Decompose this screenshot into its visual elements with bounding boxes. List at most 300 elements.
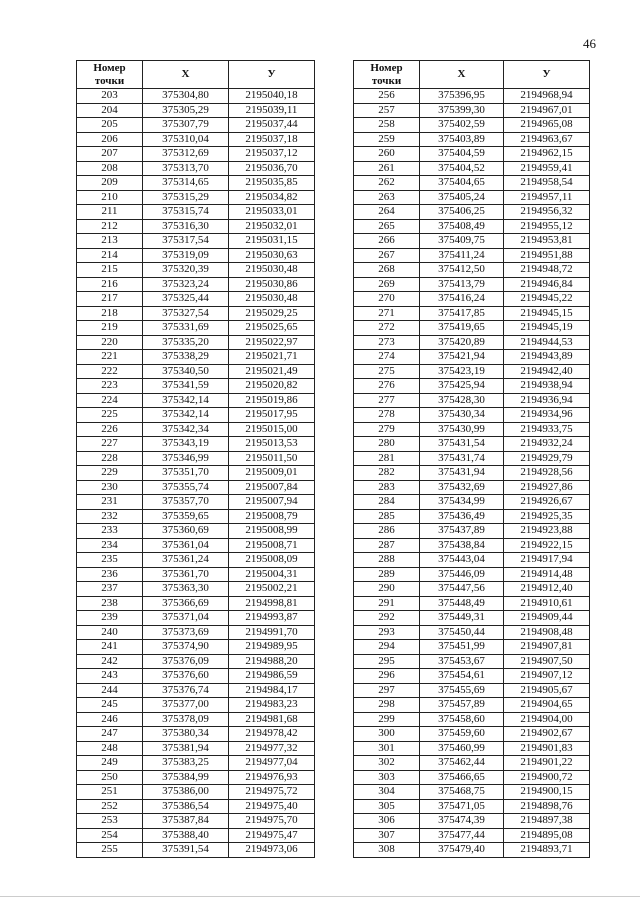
cell-point-number: 281 xyxy=(354,451,420,466)
cell-y: 2195020,82 xyxy=(229,379,315,394)
cell-x: 375447,56 xyxy=(420,582,504,597)
cell-x: 375455,69 xyxy=(420,683,504,698)
table-row xyxy=(77,393,315,408)
table-row xyxy=(354,524,590,539)
cell-x: 375403,89 xyxy=(420,132,504,147)
cell-x: 375412,50 xyxy=(420,263,504,278)
cell-point-number: 235 xyxy=(77,553,143,568)
cell-y: 2194943,89 xyxy=(504,350,590,365)
cell-y: 2195004,31 xyxy=(229,567,315,582)
table-row xyxy=(354,669,590,684)
cell-y: 2194946,84 xyxy=(504,277,590,292)
cell-y: 2195008,99 xyxy=(229,524,315,539)
cell-point-number: 303 xyxy=(354,770,420,785)
cell-point-number: 265 xyxy=(354,219,420,234)
cell-point-number: 262 xyxy=(354,176,420,191)
cell-y: 2195039,11 xyxy=(229,103,315,118)
cell-x: 375343,19 xyxy=(143,437,229,452)
cell-y: 2195011,50 xyxy=(229,451,315,466)
table-row xyxy=(77,321,315,336)
cell-x: 375404,65 xyxy=(420,176,504,191)
cell-y: 2195037,12 xyxy=(229,147,315,162)
table-row xyxy=(354,799,590,814)
cell-x: 375449,31 xyxy=(420,611,504,626)
cell-point-number: 295 xyxy=(354,654,420,669)
cell-point-number: 285 xyxy=(354,509,420,524)
table-row xyxy=(77,596,315,611)
cell-y: 2194944,53 xyxy=(504,335,590,350)
cell-point-number: 271 xyxy=(354,306,420,321)
cell-x: 375310,04 xyxy=(143,132,229,147)
table-row xyxy=(354,437,590,452)
cell-x: 375314,65 xyxy=(143,176,229,191)
cell-point-number: 215 xyxy=(77,263,143,278)
cell-x: 375436,49 xyxy=(420,509,504,524)
cell-point-number: 214 xyxy=(77,248,143,263)
cell-point-number: 274 xyxy=(354,350,420,365)
cell-point-number: 266 xyxy=(354,234,420,249)
cell-y: 2194945,15 xyxy=(504,306,590,321)
cell-point-number: 256 xyxy=(354,89,420,104)
table-row xyxy=(354,611,590,626)
cell-y: 2195008,09 xyxy=(229,553,315,568)
cell-point-number: 209 xyxy=(77,176,143,191)
cell-point-number: 282 xyxy=(354,466,420,481)
header-point-number xyxy=(77,61,143,89)
cell-point-number: 244 xyxy=(77,683,143,698)
cell-y: 2194976,93 xyxy=(229,770,315,785)
table-header-row xyxy=(354,61,590,89)
table-row xyxy=(77,727,315,742)
cell-point-number: 257 xyxy=(354,103,420,118)
cell-y: 2194981,68 xyxy=(229,712,315,727)
cell-x: 375373,69 xyxy=(143,625,229,640)
cell-point-number: 291 xyxy=(354,596,420,611)
cell-point-number: 286 xyxy=(354,524,420,539)
cell-point-number: 242 xyxy=(77,654,143,669)
cell-point-number: 243 xyxy=(77,669,143,684)
table-row xyxy=(77,698,315,713)
cell-y: 2194933,75 xyxy=(504,422,590,437)
cell-x: 375471,05 xyxy=(420,799,504,814)
cell-x: 375342,34 xyxy=(143,422,229,437)
table-row xyxy=(354,306,590,321)
table-row xyxy=(354,118,590,133)
cell-x: 375383,25 xyxy=(143,756,229,771)
cell-point-number: 222 xyxy=(77,364,143,379)
cell-x: 375317,54 xyxy=(143,234,229,249)
table-row xyxy=(354,843,590,858)
cell-y: 2194902,67 xyxy=(504,727,590,742)
cell-y: 2194962,15 xyxy=(504,147,590,162)
cell-x: 375431,94 xyxy=(420,466,504,481)
cell-x: 375430,99 xyxy=(420,422,504,437)
cell-y: 2194942,40 xyxy=(504,364,590,379)
cell-point-number: 207 xyxy=(77,147,143,162)
table-row xyxy=(354,553,590,568)
cell-point-number: 223 xyxy=(77,379,143,394)
table-row xyxy=(77,147,315,162)
table-row xyxy=(354,161,590,176)
cell-y: 2195034,82 xyxy=(229,190,315,205)
cell-point-number: 306 xyxy=(354,814,420,829)
cell-x: 375325,44 xyxy=(143,292,229,307)
cell-x: 375450,44 xyxy=(420,625,504,640)
cell-y: 2195002,21 xyxy=(229,582,315,597)
cell-x: 375307,79 xyxy=(143,118,229,133)
cell-y: 2194925,35 xyxy=(504,509,590,524)
cell-point-number: 216 xyxy=(77,277,143,292)
table-row xyxy=(354,640,590,655)
cell-point-number: 232 xyxy=(77,509,143,524)
cell-y: 2194945,22 xyxy=(504,292,590,307)
header-y: У xyxy=(229,61,315,89)
cell-y: 2194988,20 xyxy=(229,654,315,669)
cell-x: 375388,40 xyxy=(143,828,229,843)
table-row xyxy=(354,422,590,437)
cell-point-number: 275 xyxy=(354,364,420,379)
cell-y: 2194957,11 xyxy=(504,190,590,205)
cell-y: 2194959,41 xyxy=(504,161,590,176)
cell-x: 375396,95 xyxy=(420,89,504,104)
table-row xyxy=(354,364,590,379)
cell-y: 2194993,87 xyxy=(229,611,315,626)
cell-x: 375378,09 xyxy=(143,712,229,727)
table-row xyxy=(77,741,315,756)
cell-y: 2194932,24 xyxy=(504,437,590,452)
cell-x: 375359,65 xyxy=(143,509,229,524)
cell-y: 2195009,01 xyxy=(229,466,315,481)
cell-x: 375335,20 xyxy=(143,335,229,350)
table-row xyxy=(77,567,315,582)
cell-point-number: 234 xyxy=(77,538,143,553)
table-row xyxy=(354,712,590,727)
cell-point-number: 237 xyxy=(77,582,143,597)
cell-x: 375331,69 xyxy=(143,321,229,336)
cell-x: 375313,70 xyxy=(143,161,229,176)
cell-point-number: 305 xyxy=(354,799,420,814)
cell-point-number: 294 xyxy=(354,640,420,655)
cell-y: 2195021,71 xyxy=(229,350,315,365)
cell-point-number: 279 xyxy=(354,422,420,437)
table-row xyxy=(354,625,590,640)
cell-point-number: 300 xyxy=(354,727,420,742)
cell-point-number: 287 xyxy=(354,538,420,553)
cell-x: 375438,84 xyxy=(420,538,504,553)
cell-point-number: 206 xyxy=(77,132,143,147)
table-row xyxy=(354,190,590,205)
cell-x: 375316,30 xyxy=(143,219,229,234)
cell-x: 375477,44 xyxy=(420,828,504,843)
table-body-right xyxy=(354,89,590,858)
table-row xyxy=(354,89,590,104)
cell-x: 375479,40 xyxy=(420,843,504,858)
table-row xyxy=(354,263,590,278)
header-x: X xyxy=(143,61,229,89)
cell-x: 375338,29 xyxy=(143,350,229,365)
cell-x: 375399,30 xyxy=(420,103,504,118)
cell-y: 2194912,40 xyxy=(504,582,590,597)
table-row xyxy=(77,263,315,278)
cell-point-number: 225 xyxy=(77,408,143,423)
cell-x: 375423,19 xyxy=(420,364,504,379)
cell-x: 375361,24 xyxy=(143,553,229,568)
table-row xyxy=(354,132,590,147)
page-bottom-divider xyxy=(0,896,640,897)
cell-y: 2194967,01 xyxy=(504,103,590,118)
cell-x: 375421,94 xyxy=(420,350,504,365)
cell-point-number: 298 xyxy=(354,698,420,713)
cell-y: 2195029,25 xyxy=(229,306,315,321)
cell-y: 2194897,38 xyxy=(504,814,590,829)
cell-y: 2194908,48 xyxy=(504,625,590,640)
cell-x: 375357,70 xyxy=(143,495,229,510)
cell-y: 2194901,22 xyxy=(504,756,590,771)
table-row xyxy=(77,118,315,133)
cell-y: 2194905,67 xyxy=(504,683,590,698)
cell-point-number: 307 xyxy=(354,828,420,843)
cell-point-number: 264 xyxy=(354,205,420,220)
cell-point-number: 230 xyxy=(77,480,143,495)
cell-y: 2195022,97 xyxy=(229,335,315,350)
cell-x: 375443,04 xyxy=(420,553,504,568)
cell-x: 375342,14 xyxy=(143,408,229,423)
coordinates-table-right xyxy=(353,60,590,858)
table-row xyxy=(77,495,315,510)
cell-y: 2194904,00 xyxy=(504,712,590,727)
cell-x: 375342,14 xyxy=(143,393,229,408)
cell-point-number: 269 xyxy=(354,277,420,292)
table-row xyxy=(354,683,590,698)
cell-x: 375304,80 xyxy=(143,89,229,104)
table-row xyxy=(77,306,315,321)
cell-x: 375411,24 xyxy=(420,248,504,263)
table-row xyxy=(77,654,315,669)
cell-y: 2194893,71 xyxy=(504,843,590,858)
cell-point-number: 259 xyxy=(354,132,420,147)
cell-point-number: 226 xyxy=(77,422,143,437)
table-row xyxy=(77,669,315,684)
cell-y: 2195037,18 xyxy=(229,132,315,147)
table-row xyxy=(77,509,315,524)
cell-x: 375446,09 xyxy=(420,567,504,582)
table-row xyxy=(77,770,315,785)
cell-y: 2194977,04 xyxy=(229,756,315,771)
cell-x: 375380,34 xyxy=(143,727,229,742)
cell-x: 375374,90 xyxy=(143,640,229,655)
cell-y: 2194975,40 xyxy=(229,799,315,814)
cell-y: 2194965,08 xyxy=(504,118,590,133)
table-row xyxy=(77,422,315,437)
table-row xyxy=(354,234,590,249)
cell-x: 375366,69 xyxy=(143,596,229,611)
cell-x: 375386,54 xyxy=(143,799,229,814)
cell-x: 375363,30 xyxy=(143,582,229,597)
cell-y: 2194984,17 xyxy=(229,683,315,698)
cell-point-number: 238 xyxy=(77,596,143,611)
cell-point-number: 308 xyxy=(354,843,420,858)
table-row xyxy=(77,103,315,118)
cell-y: 2194907,50 xyxy=(504,654,590,669)
cell-point-number: 224 xyxy=(77,393,143,408)
cell-x: 375468,75 xyxy=(420,785,504,800)
cell-point-number: 228 xyxy=(77,451,143,466)
cell-point-number: 212 xyxy=(77,219,143,234)
cell-y: 2194956,32 xyxy=(504,205,590,220)
cell-y: 2195007,84 xyxy=(229,480,315,495)
table-row xyxy=(354,335,590,350)
table-row xyxy=(77,205,315,220)
cell-point-number: 297 xyxy=(354,683,420,698)
table-row xyxy=(354,451,590,466)
cell-x: 375323,24 xyxy=(143,277,229,292)
cell-x: 375428,30 xyxy=(420,393,504,408)
table-row xyxy=(354,350,590,365)
cell-y: 2194977,32 xyxy=(229,741,315,756)
cell-x: 375404,52 xyxy=(420,161,504,176)
cell-point-number: 267 xyxy=(354,248,420,263)
cell-x: 375417,85 xyxy=(420,306,504,321)
cell-point-number: 205 xyxy=(77,118,143,133)
cell-point-number: 218 xyxy=(77,306,143,321)
cell-point-number: 208 xyxy=(77,161,143,176)
cell-point-number: 240 xyxy=(77,625,143,640)
cell-x: 375430,34 xyxy=(420,408,504,423)
cell-x: 375405,24 xyxy=(420,190,504,205)
cell-y: 2194898,76 xyxy=(504,799,590,814)
table-row xyxy=(77,335,315,350)
table-row xyxy=(77,161,315,176)
cell-y: 2194968,94 xyxy=(504,89,590,104)
cell-x: 375453,67 xyxy=(420,654,504,669)
table-row xyxy=(354,277,590,292)
table-row xyxy=(354,292,590,307)
cell-y: 2194936,94 xyxy=(504,393,590,408)
cell-point-number: 299 xyxy=(354,712,420,727)
table-row xyxy=(77,408,315,423)
cell-y: 2195021,49 xyxy=(229,364,315,379)
cell-point-number: 249 xyxy=(77,756,143,771)
cell-y: 2195008,79 xyxy=(229,509,315,524)
table-row xyxy=(77,190,315,205)
table-row xyxy=(354,814,590,829)
cell-x: 375341,59 xyxy=(143,379,229,394)
cell-y: 2195008,71 xyxy=(229,538,315,553)
table-row xyxy=(77,799,315,814)
cell-y: 2194900,15 xyxy=(504,785,590,800)
table-row xyxy=(354,698,590,713)
cell-y: 2195040,18 xyxy=(229,89,315,104)
cell-x: 375454,61 xyxy=(420,669,504,684)
cell-x: 375474,39 xyxy=(420,814,504,829)
header-point-number xyxy=(354,61,420,89)
cell-y: 2195033,01 xyxy=(229,205,315,220)
cell-point-number: 251 xyxy=(77,785,143,800)
cell-x: 375327,54 xyxy=(143,306,229,321)
cell-point-number: 229 xyxy=(77,466,143,481)
table-row xyxy=(77,466,315,481)
cell-x: 375387,84 xyxy=(143,814,229,829)
cell-y: 2194901,83 xyxy=(504,741,590,756)
table-row xyxy=(354,567,590,582)
cell-y: 2194986,59 xyxy=(229,669,315,684)
cell-y: 2194948,72 xyxy=(504,263,590,278)
cell-x: 375419,65 xyxy=(420,321,504,336)
cell-x: 375377,00 xyxy=(143,698,229,713)
cell-y: 2194909,44 xyxy=(504,611,590,626)
cell-point-number: 220 xyxy=(77,335,143,350)
cell-y: 2195030,48 xyxy=(229,292,315,307)
cell-y: 2195037,44 xyxy=(229,118,315,133)
table-row xyxy=(77,451,315,466)
table-row xyxy=(77,611,315,626)
table-row xyxy=(354,741,590,756)
cell-x: 375466,65 xyxy=(420,770,504,785)
table-row xyxy=(77,350,315,365)
cell-point-number: 204 xyxy=(77,103,143,118)
table-row xyxy=(354,393,590,408)
table-row xyxy=(354,582,590,597)
cell-x: 375320,39 xyxy=(143,263,229,278)
cell-point-number: 255 xyxy=(77,843,143,858)
cell-x: 375434,99 xyxy=(420,495,504,510)
cell-y: 2194953,81 xyxy=(504,234,590,249)
header-point-label: Номер точки xyxy=(370,61,403,87)
cell-y: 2194927,86 xyxy=(504,480,590,495)
cell-point-number: 290 xyxy=(354,582,420,597)
table-row xyxy=(354,480,590,495)
table-row xyxy=(77,683,315,698)
cell-point-number: 263 xyxy=(354,190,420,205)
cell-point-number: 301 xyxy=(354,741,420,756)
cell-x: 375404,59 xyxy=(420,147,504,162)
cell-x: 375312,69 xyxy=(143,147,229,162)
cell-y: 2194938,94 xyxy=(504,379,590,394)
table-row xyxy=(77,524,315,539)
table-row xyxy=(354,219,590,234)
table-row xyxy=(77,640,315,655)
cell-x: 375340,50 xyxy=(143,364,229,379)
cell-x: 375355,74 xyxy=(143,480,229,495)
cell-point-number: 227 xyxy=(77,437,143,452)
cell-y: 2194917,94 xyxy=(504,553,590,568)
coordinates-table-left xyxy=(76,60,315,858)
cell-y: 2194926,67 xyxy=(504,495,590,510)
cell-point-number: 210 xyxy=(77,190,143,205)
table-row xyxy=(354,770,590,785)
cell-x: 375413,79 xyxy=(420,277,504,292)
cell-y: 2195013,53 xyxy=(229,437,315,452)
cell-y: 2195036,70 xyxy=(229,161,315,176)
cell-y: 2194928,56 xyxy=(504,466,590,481)
cell-point-number: 236 xyxy=(77,567,143,582)
cell-x: 375416,24 xyxy=(420,292,504,307)
header-x: X xyxy=(420,61,504,89)
cell-point-number: 239 xyxy=(77,611,143,626)
cell-x: 375360,69 xyxy=(143,524,229,539)
table-row xyxy=(354,248,590,263)
cell-x: 375458,60 xyxy=(420,712,504,727)
cell-point-number: 246 xyxy=(77,712,143,727)
page-number: 46 xyxy=(583,36,596,51)
table-row xyxy=(354,596,590,611)
table-body-left xyxy=(77,89,315,858)
cell-y: 2194975,47 xyxy=(229,828,315,843)
cell-y: 2195031,15 xyxy=(229,234,315,249)
table-row xyxy=(77,379,315,394)
cell-point-number: 254 xyxy=(77,828,143,843)
cell-x: 375448,49 xyxy=(420,596,504,611)
